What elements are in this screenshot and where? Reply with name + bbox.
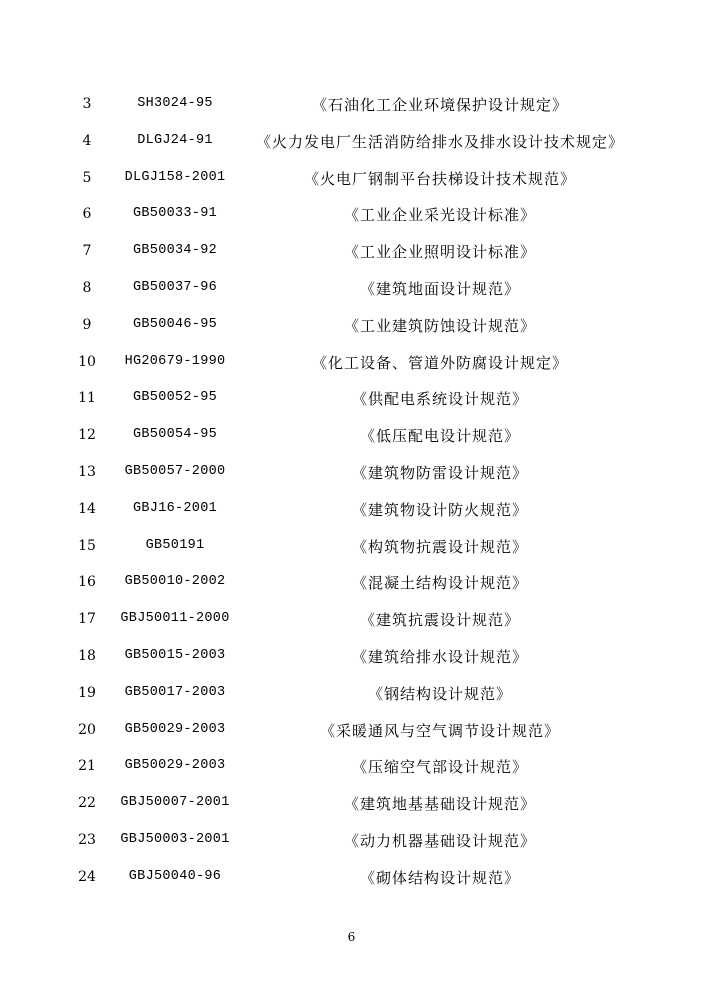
item-number: 14 — [78, 500, 96, 517]
standard-code: GB50015-2003 — [124, 647, 226, 663]
standard-code: GB50046-95 — [132, 316, 217, 332]
standard-code: GB50052-95 — [132, 390, 217, 406]
standard-code: GB50057-2000 — [124, 463, 226, 479]
item-number: 7 — [82, 243, 92, 260]
item-number: 21 — [78, 758, 96, 775]
list-item — [0, 417, 703, 454]
standard-code: GB50017-2003 — [124, 684, 226, 700]
standard-title: 《构筑物抗震设计规范》 — [351, 537, 528, 556]
list-item — [0, 601, 703, 638]
item-number: 8 — [82, 279, 92, 296]
list-item — [0, 564, 703, 601]
standard-code: SH3024-95 — [137, 96, 213, 111]
item-number: 10 — [78, 353, 96, 370]
list-item — [0, 675, 703, 712]
standard-title: 《建筑抗震设计规范》 — [359, 611, 520, 630]
standard-title: 《石油化工企业环境保护设计规定》 — [311, 96, 568, 114]
list-item — [0, 233, 703, 270]
item-number: 22 — [78, 795, 96, 812]
standard-title: 《工业建筑防蚀设计规范》 — [343, 316, 536, 335]
list-item — [0, 785, 703, 822]
page-number: 6 — [347, 930, 356, 944]
item-number: 5 — [82, 169, 92, 186]
standard-code: GBJ50003-2001 — [120, 831, 230, 847]
standard-code: GBJ16-2001 — [132, 500, 217, 516]
standard-code: GB50054-95 — [132, 427, 217, 443]
standard-title: 《供配电系统设计规范》 — [351, 390, 528, 409]
item-number: 18 — [78, 647, 96, 664]
standard-title: 《动力机器基础设计规范》 — [343, 831, 536, 850]
standard-code: GB50029-2003 — [124, 721, 226, 737]
standard-title: 《建筑物设计防火规范》 — [351, 500, 528, 519]
item-number: 24 — [78, 868, 96, 885]
standard-title: 《建筑给排水设计规范》 — [351, 647, 528, 666]
standard-code: DLGJ158-2001 — [124, 169, 226, 185]
standard-title: 《化工设备、管道外防腐设计规定》 — [311, 353, 568, 372]
standard-code: GB50191 — [145, 537, 205, 553]
item-number: 23 — [78, 831, 96, 848]
item-number: 12 — [78, 427, 96, 444]
standard-code: GB50037-96 — [132, 279, 217, 295]
item-number: 13 — [78, 463, 96, 480]
standard-title: 《压缩空气部设计规范》 — [351, 758, 528, 777]
item-number: 3 — [82, 96, 92, 112]
standard-code: GBJ50011-2000 — [120, 611, 230, 627]
list-item — [0, 822, 703, 859]
standard-code: GB50010-2002 — [124, 574, 226, 590]
item-number: 20 — [78, 721, 96, 738]
list-item — [0, 160, 703, 197]
list-item — [0, 638, 703, 675]
standard-title: 《混凝土结构设计规范》 — [351, 574, 528, 593]
standard-title: 《火力发电厂生活消防给排水及排水设计技术规定》 — [255, 132, 624, 151]
list-item — [0, 454, 703, 491]
item-number: 15 — [78, 537, 96, 554]
standard-code: DLGJ24-91 — [137, 132, 213, 148]
list-item — [0, 380, 703, 417]
standard-code: GB50034-92 — [132, 243, 217, 259]
item-number: 6 — [82, 206, 92, 223]
item-number: 16 — [78, 574, 96, 591]
standard-title: 《低压配电设计规范》 — [359, 427, 520, 446]
standard-title: 《砌体结构设计规范》 — [359, 868, 520, 887]
standard-code: GBJ50040-96 — [128, 868, 222, 884]
list-item — [0, 491, 703, 528]
item-number: 11 — [78, 390, 96, 407]
standard-code: GB50033-91 — [132, 206, 217, 222]
standard-title: 《火电厂钢制平台扶梯设计技术规范》 — [303, 169, 576, 188]
list-item — [0, 123, 703, 160]
list-item — [0, 748, 703, 785]
list-item — [0, 196, 703, 233]
standard-title: 《建筑地面设计规范》 — [359, 279, 520, 298]
standards-list — [0, 86, 703, 896]
item-number: 4 — [82, 132, 92, 149]
item-number: 9 — [82, 316, 92, 333]
list-item — [0, 86, 703, 123]
list-item — [0, 270, 703, 307]
standard-title: 《建筑物防雷设计规范》 — [351, 463, 528, 482]
standard-title: 《采暖通风与空气调节设计规范》 — [319, 721, 560, 740]
list-item — [0, 344, 703, 381]
list-item — [0, 712, 703, 749]
item-number: 17 — [78, 611, 96, 628]
list-item — [0, 528, 703, 565]
standard-title: 《工业企业照明设计标准》 — [343, 243, 536, 262]
item-number: 19 — [78, 684, 96, 701]
list-item — [0, 859, 703, 896]
list-item — [0, 307, 703, 344]
standard-title: 《建筑地基基础设计规范》 — [343, 795, 536, 814]
standard-code: HG20679-1990 — [124, 353, 226, 369]
standard-title: 《工业企业采光设计标准》 — [343, 206, 536, 225]
standard-code: GB50029-2003 — [124, 758, 226, 774]
standard-code: GBJ50007-2001 — [120, 795, 230, 811]
standard-title: 《钢结构设计规范》 — [367, 684, 512, 703]
